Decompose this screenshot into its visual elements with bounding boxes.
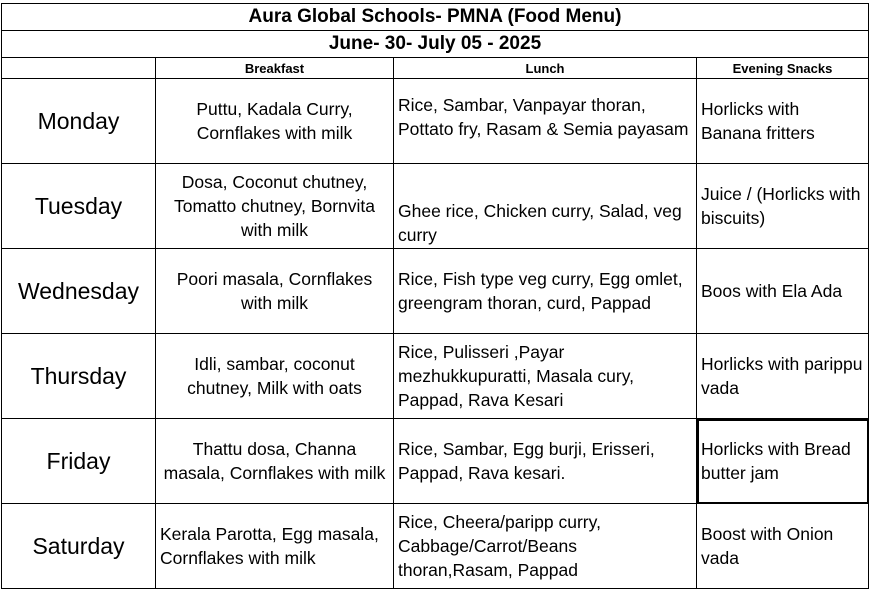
lunch-cell: Rice, Cheera/paripp curry, Cabbage/Carrot/Beans thoran,Rasam, Pappad <box>394 504 697 589</box>
day-cell: Tuesday <box>2 164 156 249</box>
snacks-cell: Juice / (Horlicks with biscuits) <box>697 164 869 249</box>
table-row-saturday <box>2 504 869 589</box>
snacks-cell: Horlicks with parippu vada <box>697 334 869 419</box>
breakfast-cell: Puttu, Kadala Curry, Cornflakes with milk <box>156 79 394 164</box>
day-cell: Friday <box>2 419 156 504</box>
column-header-breakfast: Breakfast <box>156 58 394 79</box>
lunch-cell: Rice, Sambar, Egg burji, Erisseri, Pappad, Rava kesari. <box>394 419 697 504</box>
breakfast-cell: Dosa, Coconut chutney, Tomatto chutney, Bornvita with milk <box>156 164 394 249</box>
day-cell: Monday <box>2 79 156 164</box>
snacks-cell: Boos with Ela Ada <box>697 249 869 334</box>
lunch-cell: Rice, Sambar, Vanpayar thoran, Pottato fry, Rasam & Semia payasam <box>394 79 697 164</box>
snacks-cell: Boost with Onion vada <box>697 504 869 589</box>
lunch-cell: Rice, Fish type veg curry, Egg omlet, greengram thoran, curd, Pappad <box>394 249 697 334</box>
snacks-cell: Horlicks with Banana fritters <box>697 79 869 164</box>
table-row-monday <box>2 79 869 164</box>
table-row-thursday <box>2 334 869 419</box>
column-header-snacks: Evening Snacks <box>697 58 869 79</box>
day-cell: Wednesday <box>2 249 156 334</box>
menu-dates: June- 30- July 05 - 2025 <box>2 31 869 58</box>
snacks-cell: Horlicks with Bread butter jam <box>697 419 869 504</box>
lunch-cell: Ghee rice, Chicken curry, Salad, veg curry <box>394 164 697 249</box>
column-header-day <box>2 58 156 79</box>
column-header-lunch: Lunch <box>394 58 697 79</box>
day-cell: Saturday <box>2 504 156 589</box>
breakfast-cell: Thattu dosa, Channa masala, Cornflakes with milk <box>156 419 394 504</box>
menu-title: Aura Global Schools- PMNA (Food Menu) <box>2 4 869 31</box>
breakfast-cell: Kerala Parotta, Egg masala, Cornflakes with milk <box>156 504 394 589</box>
table-row-wednesday <box>2 249 869 334</box>
food-menu-table <box>1 3 869 589</box>
table-row-friday <box>2 419 869 504</box>
table-row-tuesday <box>2 164 869 249</box>
breakfast-cell: Poori masala, Cornflakes with milk <box>156 249 394 334</box>
lunch-cell: Rice, Pulisseri ,Payar mezhukkupuratti, Masala cury, Pappad, Rava Kesari <box>394 334 697 419</box>
breakfast-cell: Idli, sambar, coconut chutney, Milk with oats <box>156 334 394 419</box>
day-cell: Thursday <box>2 334 156 419</box>
